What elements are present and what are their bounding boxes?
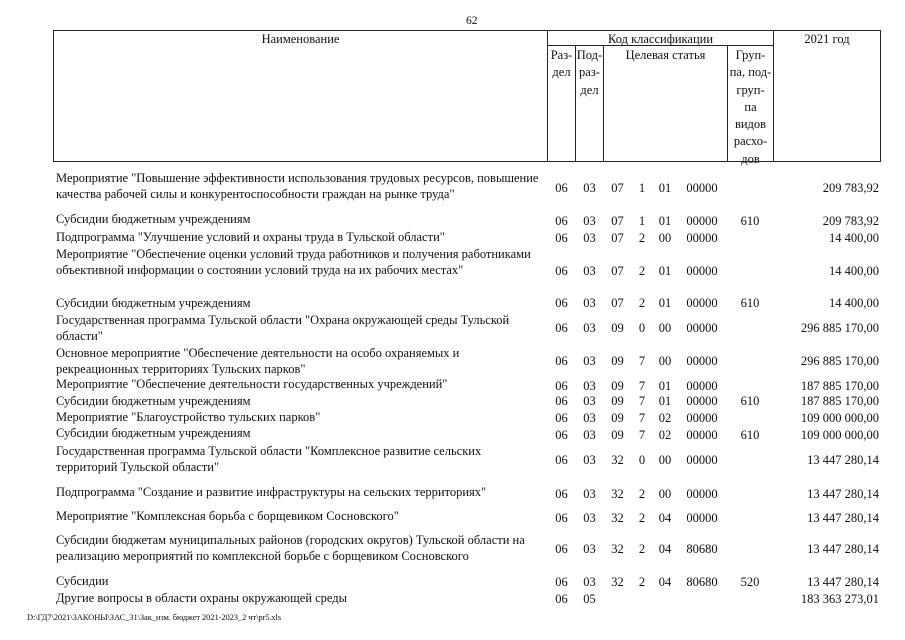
row-code-pr: 03 [583,181,596,195]
row-code-t1: 09 [611,321,624,335]
row-code-g: 610 [740,296,760,310]
row-amount: 13 447 280,14 [807,487,879,501]
row-name: Основное мероприятие "Обеспечение деятельности на особо охраняемых и рекреационных территориях Тульских парков" [56,346,460,377]
row-name: Мероприятие "Комплексная борьба с борщевиком Сосновского" [56,509,399,523]
row-code-g: 520 [740,575,760,589]
row-code-t1: 32 [611,487,624,501]
row-code-t3: 00 [658,321,672,335]
row-code-r: 06 [555,214,568,228]
row-code-pr: 03 [583,542,596,556]
row-code-t2: 2 [638,296,646,310]
row-code-t2: 7 [638,411,646,425]
row-code-r: 06 [555,542,568,556]
row-name: Подпрограмма "Улучшение условий и охраны труда в Тульской области" [56,230,445,244]
row-code-r: 06 [555,296,568,310]
row-name: Мероприятие "Обеспечение деятельности государственных учреждений" [56,377,448,391]
row-name: Мероприятие "Обеспечение оценки условий труда работников и получения работниками объективной информации о состоянии условий труда на их рабочих местах" [56,247,531,278]
row-amount: 187 885 170,00 [800,379,879,393]
row-code-pr: 03 [583,428,596,442]
row-code-pr: 03 [583,296,596,310]
row-code-t2: 1 [638,181,646,195]
row-code-t3: 01 [658,296,672,310]
row-code-t4: 00000 [686,453,718,467]
row-code-pr: 03 [583,453,596,467]
row-code-t1: 09 [611,428,624,442]
row-amount: 109 000 000,00 [800,411,879,425]
row-code-r: 06 [555,592,568,606]
row-code-r: 06 [555,575,568,589]
row-name: Субсидии бюджетным учреждениям [56,212,251,226]
row-code-t2: 1 [638,214,646,228]
row-code-t1: 09 [611,411,624,425]
row-code-t1: 32 [611,453,624,467]
row-code-t4: 00000 [686,354,718,368]
row-code-t4: 00000 [686,487,718,501]
row-code-r: 06 [555,354,568,368]
row-code-t2: 7 [638,428,646,442]
row-code-pr: 03 [583,231,596,245]
row-code-t1: 32 [611,542,624,556]
row-code-pr: 05 [583,592,596,606]
row-code-r: 06 [555,379,568,393]
row-code-t1: 07 [611,264,624,278]
row-name: Субсидии бюджетным учреждениям [56,296,251,310]
row-code-t4: 00000 [686,214,718,228]
row-code-r: 06 [555,231,568,245]
header-podrazdel: Под- раз- дел [576,48,603,97]
row-code-t1: 32 [611,575,624,589]
row-code-t1: 09 [611,379,624,393]
row-code-t2: 0 [638,453,646,467]
row-code-t4: 00000 [686,411,718,425]
row-amount: 209 783,92 [822,181,879,195]
row-code-t4: 00000 [686,264,718,278]
page-number: 62 [466,15,478,27]
row-code-t1: 09 [611,354,624,368]
row-code-t2: 2 [638,575,646,589]
header-code: Код классификации [607,32,714,46]
row-amount: 14 400,00 [829,264,879,278]
row-name: Государственная программа Тульской области "Комплексное развитие сельских территорий Тульской области" [56,444,482,475]
row-code-t3: 04 [658,542,672,556]
row-code-r: 06 [555,394,568,408]
row-name: Субсидии бюджетам муниципальных районов (городских округов) Тульской области на реализацию мероприятий по комплексной борьбе с борщевиком Сосновского [56,533,525,564]
row-amount: 13 447 280,14 [807,511,879,525]
row-code-t4: 80680 [686,542,718,556]
row-amount: 13 447 280,14 [807,542,879,556]
row-code-t1: 07 [611,231,624,245]
row-amount: 296 885 170,00 [800,354,879,368]
row-code-pr: 03 [583,214,596,228]
row-code-t2: 2 [638,264,646,278]
row-code-t3: 01 [658,264,672,278]
row-code-t3: 00 [658,354,672,368]
header-name: Наименование [261,32,340,46]
header-target: Целевая статья [625,48,706,62]
file-path-footer: D:\ГД7\2021\ЗАКОНЫ\ЗАС_31\Зак_изм. бюджет 2021-2023_2 чт\pr5.xls [27,612,282,622]
row-code-t4: 80680 [686,575,718,589]
row-code-pr: 03 [583,379,596,393]
row-code-t4: 00000 [686,231,718,245]
row-code-pr: 03 [583,354,596,368]
row-code-pr: 03 [583,321,596,335]
row-code-t3: 02 [658,428,672,442]
row-code-t1: 07 [611,181,624,195]
row-code-t4: 00000 [686,321,718,335]
row-amount: 13 447 280,14 [807,575,879,589]
row-code-pr: 03 [583,487,596,501]
row-code-t3: 04 [658,511,672,525]
row-amount: 183 363 273,01 [800,592,879,606]
row-code-t4: 00000 [686,379,718,393]
row-code-t3: 00 [658,453,672,467]
row-code-pr: 03 [583,575,596,589]
row-code-t2: 2 [638,542,646,556]
row-code-t3: 01 [658,394,672,408]
row-amount: 187 885 170,00 [800,394,879,408]
row-code-t2: 7 [638,379,646,393]
row-name: Другие вопросы в области охраны окружающей среды [56,591,348,605]
row-name: Субсидии бюджетным учреждениям [56,394,251,408]
row-code-r: 06 [555,264,568,278]
row-code-t2: 2 [638,231,646,245]
row-code-g: 610 [740,214,760,228]
row-code-t2: 2 [638,511,646,525]
row-code-pr: 03 [583,411,596,425]
row-name: Субсидии бюджетным учреждениям [56,426,251,440]
row-name: Государственная программа Тульской области "Охрана окружающей среды Тульской области" [56,313,510,344]
row-code-g: 610 [740,428,760,442]
row-code-pr: 03 [583,264,596,278]
row-name: Мероприятие "Благоустройство тульских парков" [56,410,321,424]
row-code-pr: 03 [583,394,596,408]
row-code-t1: 07 [611,214,624,228]
row-code-t3: 02 [658,411,672,425]
row-amount: 109 000 000,00 [800,428,879,442]
row-code-t1: 09 [611,394,624,408]
row-code-t2: 7 [638,394,646,408]
row-code-t1: 07 [611,296,624,310]
row-name: Мероприятие "Повышение эффективности использования трудовых ресурсов, повышение качества рабочей силы и конкурентоспособности граждан на рынке труда" [56,171,539,202]
row-code-t2: 2 [638,487,646,501]
row-amount: 13 447 280,14 [807,453,879,467]
row-code-t3: 01 [658,379,672,393]
row-code-r: 06 [555,487,568,501]
row-code-t3: 00 [658,487,672,501]
row-name: Подпрограмма "Создание и развитие инфраструктуры на сельских территориях" [56,485,487,499]
header-year: 2021 год [804,32,850,46]
row-amount: 14 400,00 [829,231,879,245]
row-amount: 296 885 170,00 [800,321,879,335]
row-code-t3: 01 [658,181,672,195]
row-code-r: 06 [555,321,568,335]
row-code-g: 610 [740,394,760,408]
row-code-r: 06 [555,411,568,425]
row-code-t4: 00000 [686,296,718,310]
row-code-t4: 00000 [686,428,718,442]
row-code-r: 06 [555,453,568,467]
row-code-t3: 01 [658,214,672,228]
row-code-t2: 0 [638,321,646,335]
row-amount: 14 400,00 [829,296,879,310]
row-code-r: 06 [555,511,568,525]
row-code-pr: 03 [583,511,596,525]
row-code-t4: 00000 [686,394,718,408]
header-razdel: Раз- дел [550,48,573,80]
row-name: Субсидии [56,574,109,588]
row-code-t3: 04 [658,575,672,589]
row-code-t3: 00 [658,231,672,245]
header-group: Груп- па, под- груп- па видов расхо- дов [729,48,772,166]
row-code-r: 06 [555,428,568,442]
row-amount: 209 783,92 [822,214,879,228]
row-code-t4: 00000 [686,181,718,195]
row-code-t2: 7 [638,354,646,368]
row-code-r: 06 [555,181,568,195]
row-code-t4: 00000 [686,511,718,525]
row-code-t1: 32 [611,511,624,525]
